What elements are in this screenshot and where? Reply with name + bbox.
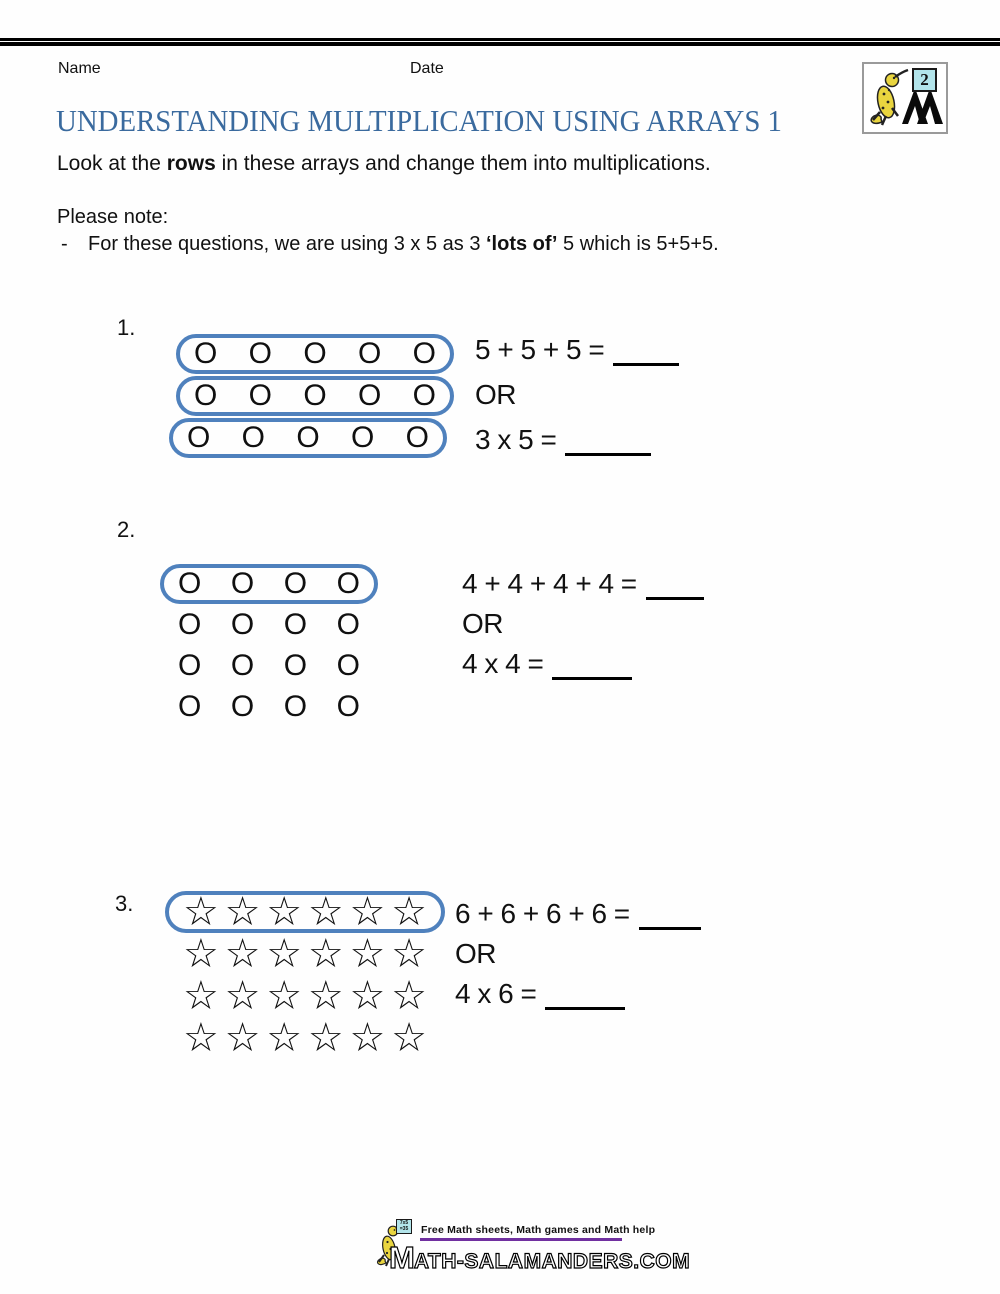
footer-board-line1: 7x5 [399,1220,409,1226]
logo-m-glyph [902,88,943,124]
star-glyph: ☆ [183,973,219,1019]
star-glyph: ☆ [349,931,386,977]
circled-array-row [176,376,454,416]
date-label: Date [410,60,444,77]
circled-array-row [160,564,378,604]
multiplication-equation [455,978,701,1018]
array-row [160,687,378,727]
question-number: 1. [117,315,136,340]
circle-glyph: O [412,337,436,370]
circle-glyph: O [194,337,218,370]
circle-glyph: O [283,649,308,682]
star-glyph: ☆ [307,889,344,935]
array-grid [176,334,454,460]
note-text-pre: For these questions, we are using 3 x 5 as 3 [88,233,486,255]
star-glyph: ☆ [391,889,427,935]
circle-glyph: O [178,608,202,641]
addition-equation [475,334,679,379]
note-text [88,233,719,256]
star-glyph: ☆ [224,931,261,977]
multiplication-text: 4 x 6 = [455,978,537,1009]
circle-glyph: O [178,567,202,600]
circle-glyph: O [187,421,211,454]
array-row [165,933,445,975]
star-glyph: ☆ [307,1015,344,1061]
name-label: Name [58,60,101,77]
circle-glyph: O [230,649,255,682]
circle-glyph: O [336,608,360,641]
array-row [160,646,378,686]
addition-equation [462,568,704,608]
circled-array-row [176,334,454,374]
instructions-text: Look at the [57,152,167,175]
circle-glyph: O [178,649,202,682]
circle-glyph: O [230,567,255,600]
or-label: OR [475,379,516,410]
answer-blank [552,653,632,680]
circle-glyph: O [283,690,308,723]
instructions-bold: rows [166,152,216,175]
star-glyph: ☆ [266,1015,303,1061]
star-glyph: ☆ [349,973,386,1019]
star-glyph: ☆ [391,973,427,1019]
footer-board-line2: =35 [399,1226,409,1232]
answer-blank [613,339,679,366]
answer-blank [646,573,704,600]
star-glyph: ☆ [183,1015,219,1061]
math-salamanders-logo [862,62,948,134]
circle-glyph: O [248,379,272,412]
star-glyph: ☆ [266,973,303,1019]
instructions [57,152,711,176]
addition-text: 4 + 4 + 4 + 4 = [462,568,637,599]
circle-glyph: O [336,649,360,682]
footer-board [396,1219,412,1234]
addition-text: 5 + 5 + 5 = [475,334,605,365]
star-glyph: ☆ [349,1015,386,1061]
star-glyph: ☆ [266,931,303,977]
array-grid [160,564,378,728]
multiplication-text: 4 x 4 = [462,648,544,679]
circle-glyph: O [336,690,360,723]
star-glyph: ☆ [266,889,303,935]
star-glyph: ☆ [391,931,427,977]
note-heading: Please note: [57,206,169,228]
star-glyph: ☆ [183,889,219,935]
circle-glyph: O [303,379,327,412]
answer-blank [565,429,651,456]
circled-array-row [169,418,447,458]
circle-glyph: O [241,421,265,454]
multiplication-text: 3 x 5 = [475,424,557,455]
or-label: OR [462,608,503,639]
array-row [165,1017,445,1059]
circle-glyph: O [336,567,360,600]
note-text-bold: ‘lots of’ [486,233,558,255]
circle-glyph: O [357,379,382,412]
question-number: 2. [117,517,136,542]
star-glyph: ☆ [224,1015,261,1061]
note-bullet-dash: - [61,233,68,255]
multiplication-equation [462,648,704,688]
question-equations [462,568,704,688]
array-grid [165,891,445,1059]
star-glyph: ☆ [349,889,386,935]
question-number: 3. [115,891,134,916]
answer-blank [639,903,701,930]
circle-glyph: O [405,421,429,454]
star-glyph: ☆ [307,931,344,977]
star-glyph: ☆ [391,1015,427,1061]
array-row [165,975,445,1017]
top-divider [0,38,1000,46]
or-label: OR [455,938,496,969]
circle-glyph: O [230,690,255,723]
circle-glyph: O [296,421,320,454]
circle-glyph: O [283,608,308,641]
circled-array-row [165,891,445,933]
logo-number-board: 2 [912,68,937,92]
addition-text: 6 + 6 + 6 + 6 = [455,898,630,929]
circle-glyph: O [303,337,327,370]
circle-glyph: O [194,379,218,412]
multiplication-equation [475,424,679,469]
circle-glyph: O [350,421,375,454]
instructions-text: in these arrays and change them into multiplications. [215,152,711,175]
question-equations [455,898,701,1018]
page-title: UNDERSTANDING MULTIPLICATION USING ARRAYS 1 [56,103,782,138]
circle-glyph: O [230,608,255,641]
footer-brand-wordmark: MATH-SALAMANDERS.COM [389,1240,691,1275]
answer-blank [545,983,625,1010]
footer-tagline: Free Math sheets, Math games and Math help [421,1224,656,1236]
question-equations [475,334,679,469]
star-glyph: ☆ [224,889,261,935]
circle-glyph: O [412,379,436,412]
star-glyph: ☆ [224,973,261,1019]
star-glyph: ☆ [183,931,219,977]
circle-glyph: O [178,690,202,723]
circle-glyph: O [357,337,382,370]
circle-glyph: O [283,567,308,600]
circle-glyph: O [248,337,272,370]
addition-equation [455,898,701,938]
note-text-post: 5 which is 5+5+5. [557,233,719,255]
star-glyph: ☆ [307,973,344,1019]
array-row [160,605,378,645]
